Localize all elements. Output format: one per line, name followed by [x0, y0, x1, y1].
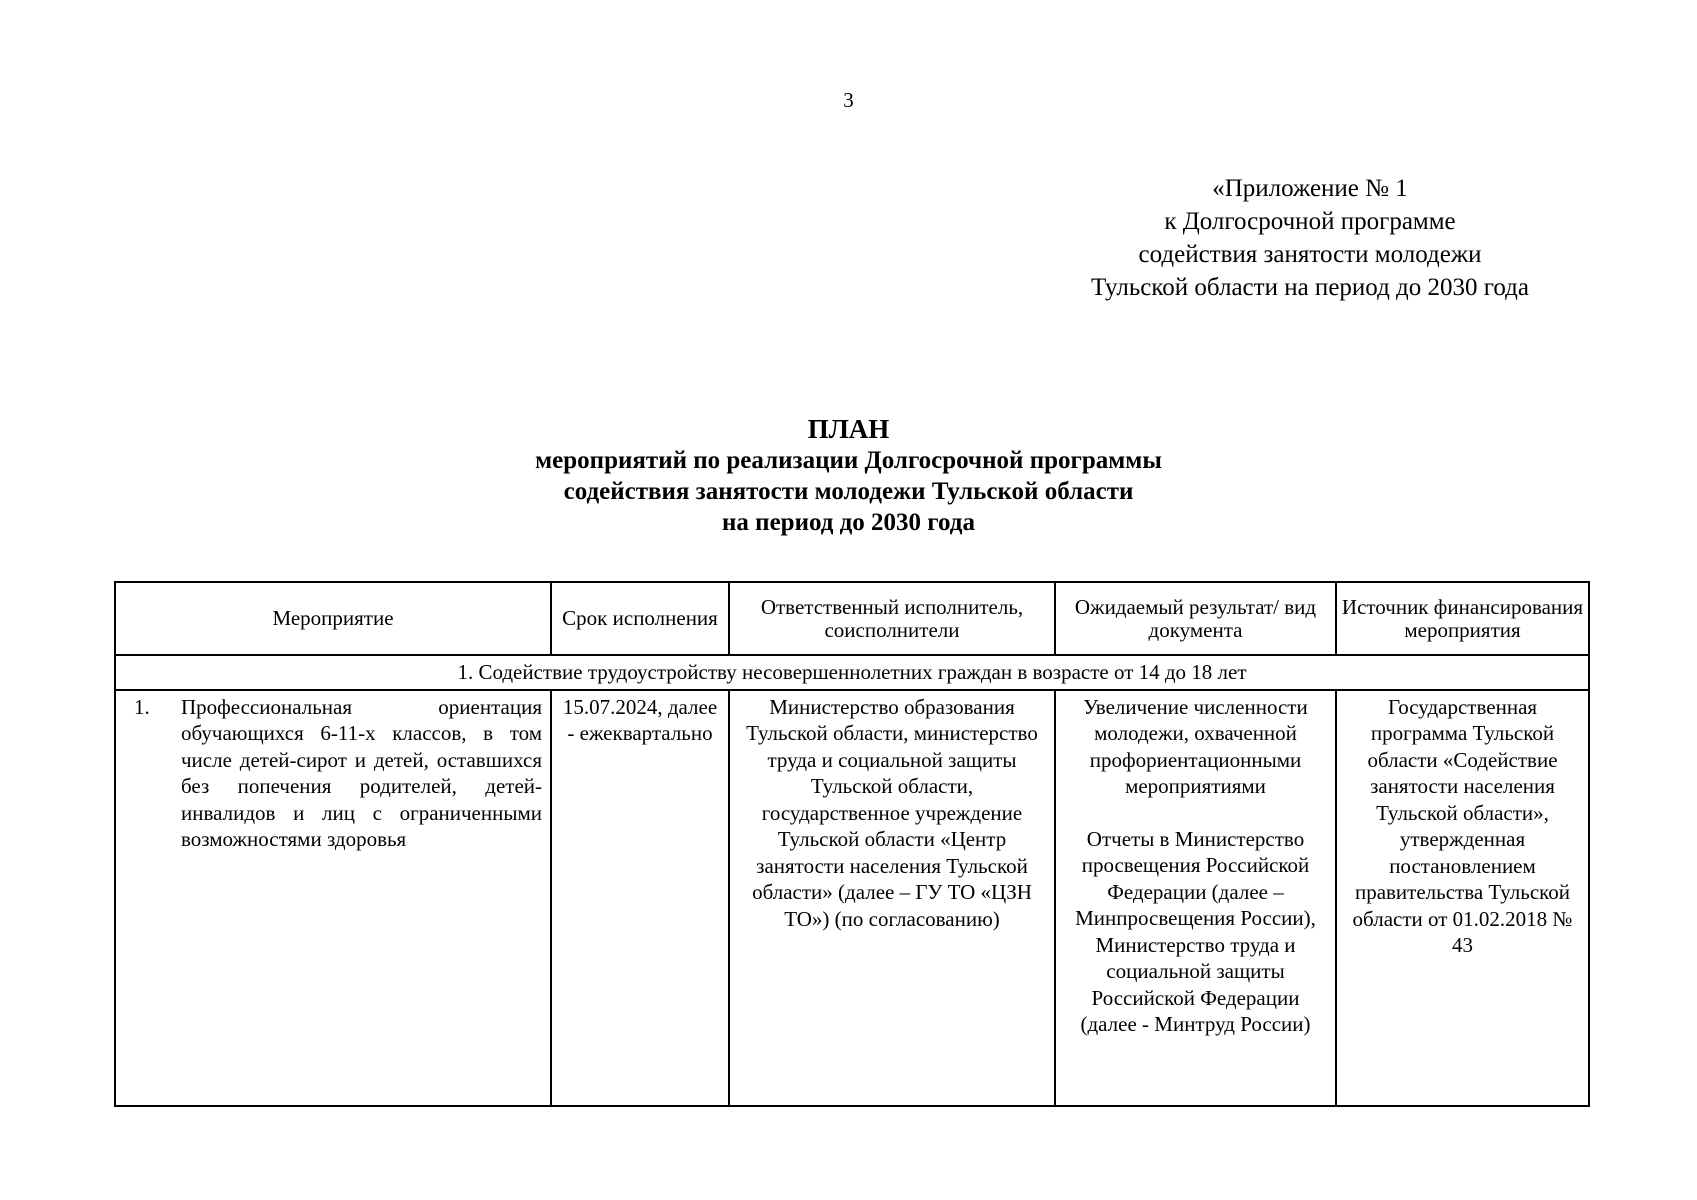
- appendix-note: [1060, 172, 1560, 304]
- header-deadline: Срок исполнения: [551, 582, 729, 655]
- result-effect: Увеличение численности молодежи, охваченной профориентационными мероприятиями: [1083, 694, 1308, 798]
- plan-title-line: содействия занятости молодежи Тульской области: [563, 478, 1134, 505]
- row-number: 1.: [134, 694, 150, 719]
- header-result: Ожидаемый результат/ вид документа: [1055, 582, 1336, 655]
- plan-title-line: мероприятий по реализации Долгосрочной программы: [535, 447, 1162, 474]
- table-row: [115, 690, 1589, 1107]
- result-cell: [1055, 690, 1336, 1107]
- header-responsible: Ответственный исполнитель, соисполнители: [729, 582, 1055, 655]
- plan-heading: ПЛАН: [807, 414, 890, 444]
- plan-table: [114, 581, 1590, 1107]
- header-activity: Мероприятие: [115, 582, 551, 655]
- section-heading: 1. Содействие трудоустройству несовершеннолетних граждан в возрасте от 14 до 18 лет: [115, 655, 1589, 690]
- plan-title-line: на период до 2030 года: [722, 509, 975, 536]
- appendix-line: содействия занятости молодежи: [1138, 241, 1482, 268]
- result-document: Отчеты в Министерство просвещения Российской Федерации (далее – Минпросвещения России), Министерство труда и социальной защиты Российской Федерации (далее - Минтруд России): [1075, 826, 1316, 1036]
- header-funding: Источник финансирования мероприятия: [1336, 582, 1589, 655]
- page-number: 3: [843, 88, 854, 112]
- appendix-line: «Приложение № 1: [1212, 175, 1408, 202]
- appendix-line: Тульской области на период до 2030 года: [1090, 274, 1529, 301]
- activity-text: Профессиональная ориентация обучающихся 6-11-х классов, в том числе детей-сирот и детей, оставшихся без попечения родителей, детей-инвалидов и лиц с ограниченными возможностями здоровья: [181, 694, 542, 851]
- plan-title: [0, 414, 1697, 538]
- deadline-cell: 15.07.2024, далее - ежеквартально: [551, 690, 729, 1107]
- funding-cell: Государственная программа Тульской области «Содействие занятости населения Тульской области», утвержденная постановлением правительства Тульской области от 01.02.2018 № 43: [1336, 690, 1589, 1107]
- activity-cell: [115, 690, 551, 1107]
- appendix-line: к Долгосрочной программе: [1164, 208, 1456, 235]
- responsible-cell: Министерство образования Тульской области, министерство труда и социальной защиты Тульской области, государственное учреждение Тульской области «Центр занятости населения Тульской области» (далее – ГУ ТО «ЦЗН ТО») (по согласованию): [729, 690, 1055, 1107]
